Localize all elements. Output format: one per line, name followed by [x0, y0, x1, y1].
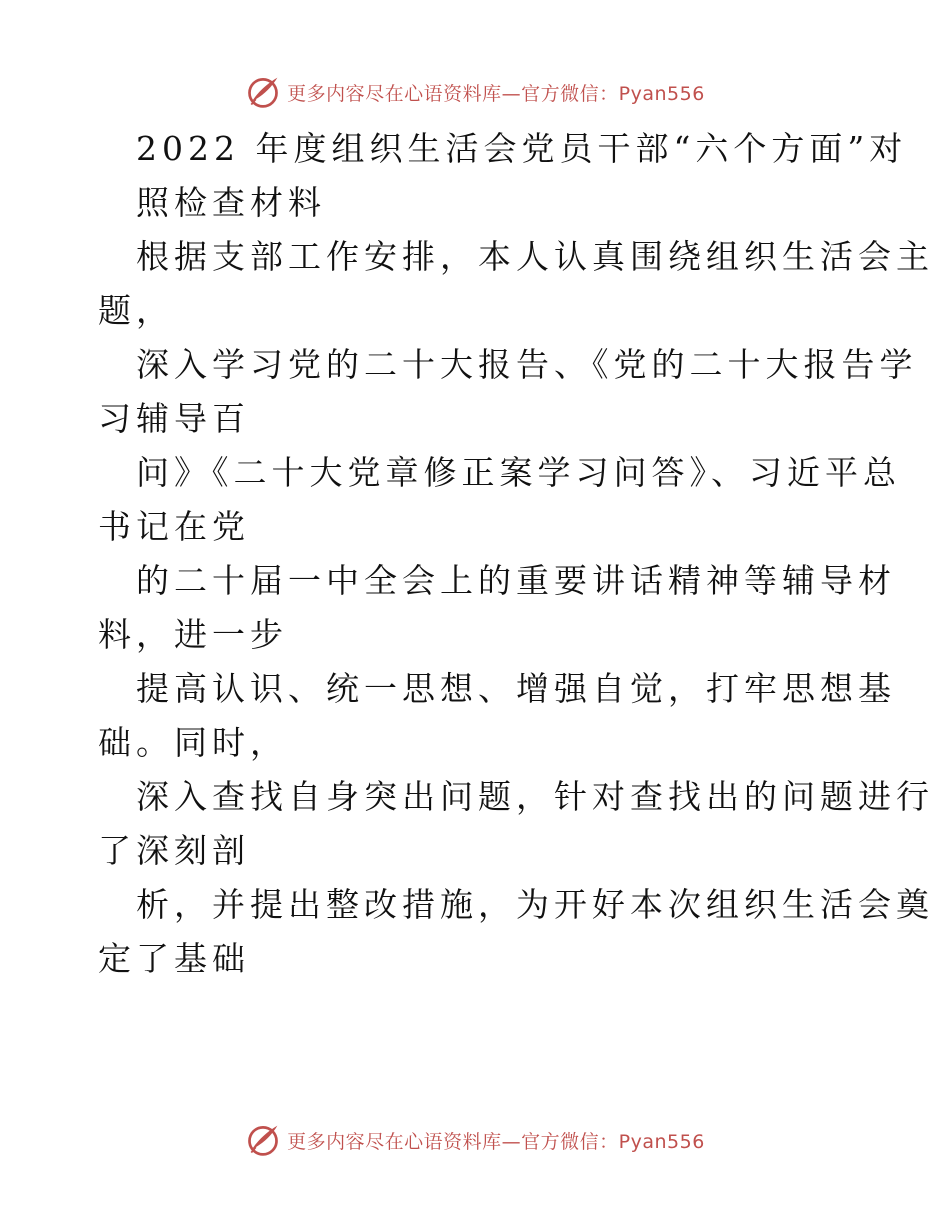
body-line-7: 的二十届一中全会上的重要讲话精神等辅导材 — [136, 561, 896, 600]
quill-logo-icon — [245, 74, 281, 110]
body-line-4: 习辅导百 — [98, 399, 250, 438]
document-body — [0, 122, 950, 986]
body-line-13: 析，并提出整改措施，为开好本次组织生活会奠 — [136, 885, 934, 924]
header-banner-text: 更多内容尽在心语资料库—官方微信：Pyan556 — [287, 82, 705, 105]
body-line-1: 根据支部工作安排，本人认真围绕组织生活会主 — [136, 237, 934, 276]
body-line-5: 问》《二十大党章修正案学习问答》、习近平总 — [136, 453, 901, 492]
body-line-12: 了深刻剖 — [98, 831, 250, 870]
body-line-8: 料，进一步 — [98, 615, 288, 654]
body-line-11: 深入查找自身突出问题，针对查找出的问题进行 — [136, 777, 934, 816]
footer-banner — [0, 1120, 950, 1160]
body-line-9: 提高认识、统一思想、增强自觉，打牢思想基 — [136, 669, 896, 708]
document-title-line-1: 2022 年度组织生活会党员干部“六个方面”对 — [136, 129, 908, 168]
body-line-10: 础。同时， — [98, 723, 288, 762]
quill-logo-icon — [245, 1122, 281, 1158]
header-banner — [0, 72, 950, 112]
document-title-line-2: 照检查材料 — [136, 183, 326, 222]
body-line-3: 深入学习党的二十大报告、《党的二十大报告学 — [136, 345, 918, 384]
body-line-2: 题， — [98, 291, 174, 330]
body-line-14: 定了基础 — [98, 939, 250, 978]
body-line-6: 书记在党 — [98, 507, 250, 546]
footer-banner-text: 更多内容尽在心语资料库—官方微信：Pyan556 — [287, 1130, 705, 1153]
